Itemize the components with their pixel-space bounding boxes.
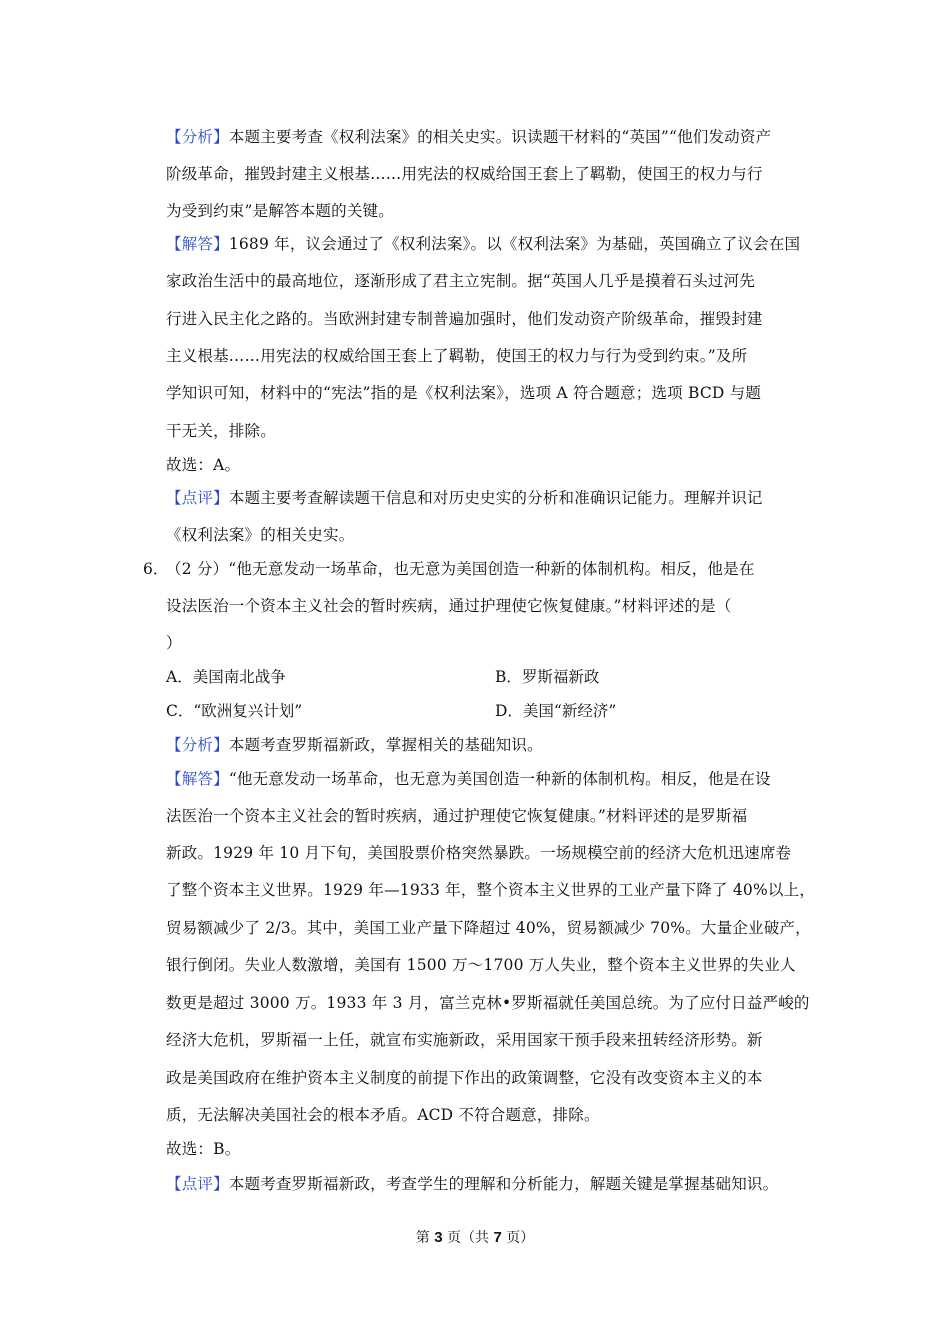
q6-stem-line-2: 设法医治一个资本主义社会的暂时疾病，通过护理使它恢复健康。”材料评述的是（	[166, 597, 732, 615]
q6-solution-line-6: 银行倒闭。失业人数激增，美国有 1500 万～1700 万人失业，整个资本主义世界的失业人	[166, 956, 796, 974]
q5-solution-line-4: 主义根基……用宪法的权威给国王套上了羁勒，使国王的权力与行为受到约束。”及所	[166, 347, 748, 365]
q5-analysis-line-1: 【分析】本题主要考查《权利法案》的相关史实。识读题干材料的“英国”“他们发动资产	[166, 128, 772, 146]
q6-option-a: A．美国南北战争	[166, 668, 286, 686]
q6-comment-line-1: 【点评】本题考查罗斯福新政，考查学生的理解和分析能力，解题关键是掌握基础知识。	[166, 1175, 779, 1193]
q6-option-b: B．罗斯福新政	[495, 668, 600, 686]
page-footer: 第 3 页（共 7 页）	[415, 1229, 535, 1246]
total-page-number: 7	[493, 1229, 502, 1246]
q5-comment-line-2: 《权利法案》的相关史实。	[166, 526, 355, 544]
solution-tag: 【解答】	[166, 770, 229, 788]
q6-solution-line-2: 法医治一个资本主义社会的暂时疾病，通过护理使它恢复健康。”材料评述的是罗斯福	[166, 807, 748, 825]
q6-analysis-line-1: 【分析】本题考查罗斯福新政，掌握相关的基础知识。	[166, 736, 543, 754]
q6-solution-line-9: 政是美国政府在维护资本主义制度的前提下作出的政策调整，它没有改变资本主义的本	[166, 1069, 763, 1087]
q6-solution-line-7: 数更是超过 3000 万。1933 年 3 月，富兰克林•罗斯福就任美国总统。为了应付日益严峻的	[166, 994, 810, 1012]
q6-solution-line-1: 【解答】“他无意发动一场革命，也无意为美国创造一种新的体制机构。相反，他是在设	[166, 770, 771, 788]
q6-option-c: C．“欧洲复兴计划”	[166, 702, 303, 720]
q6-solution-line-5: 贸易额减少了 2/3。其中，美国工业产量下降超过 40%，贸易额减少 70%。大量企业破产，	[166, 919, 811, 937]
q6-answer: 故选：B。	[166, 1140, 241, 1158]
q5-solution-line-6: 干无关，排除。	[166, 422, 276, 440]
comment-tag: 【点评】	[166, 489, 229, 507]
q5-solution-line-3: 行进入民主化之路的。当欧洲封建专制普遍加强时，他们发动资产阶级革命，摧毁封建	[166, 310, 763, 328]
q6-option-d: D．美国“新经济”	[495, 702, 617, 720]
analysis-tag: 【分析】	[166, 736, 229, 754]
current-page-number: 3	[434, 1229, 443, 1246]
q5-solution-line-5: 学知识可知，材料中的“宪法”指的是《权利法案》，选项 A 符合题意；选项 BCD 与题	[166, 384, 762, 402]
comment-tag: 【点评】	[166, 1175, 229, 1193]
q5-answer: 故选：A。	[166, 456, 241, 474]
q6-solution-line-8: 经济大危机，罗斯福一上任，就宣布实施新政，采用国家干预手段来扭转经济形势。新	[166, 1031, 763, 1049]
q6-solution-line-3: 新政。1929 年 10 月下旬，美国股票价格突然暴跌。一场规模空前的经济大危机迅速席卷	[166, 844, 792, 862]
q5-solution-line-2: 家政治生活中的最高地位，逐渐形成了君主立宪制。据“英国人几乎是摸着石头过河先	[166, 272, 756, 290]
q5-analysis-line-3: 为受到约束”是解答本题的关键。	[166, 202, 394, 220]
analysis-tag: 【分析】	[166, 128, 229, 146]
q6-stem-line-3: ）	[166, 634, 182, 652]
q6-stem-line-1: （2 分）“他无意发动一场革命，也无意为美国创造一种新的体制机构。相反，他是在	[166, 560, 755, 578]
q6-solution-line-10: 质，无法解决美国社会的根本矛盾。ACD 不符合题意，排除。	[166, 1106, 600, 1124]
q6-number: 6．	[143, 560, 169, 578]
q5-comment-line-1: 【点评】本题主要考查解读题干信息和对历史史实的分析和准确识记能力。理解并识记	[166, 489, 763, 507]
q5-solution-line-1: 【解答】1689 年，议会通过了《权利法案》。以《权利法案》为基础，英国确立了议会在国	[166, 235, 801, 253]
q5-analysis-line-2: 阶级革命，摧毁封建主义根基……用宪法的权威给国王套上了羁勒，使国王的权力与行	[166, 165, 763, 183]
q6-solution-line-4: 了整个资本主义世界。1929 年—1933 年，整个资本主义世界的工业产量下降了 40%以上，	[166, 881, 816, 899]
solution-tag: 【解答】	[166, 235, 229, 253]
